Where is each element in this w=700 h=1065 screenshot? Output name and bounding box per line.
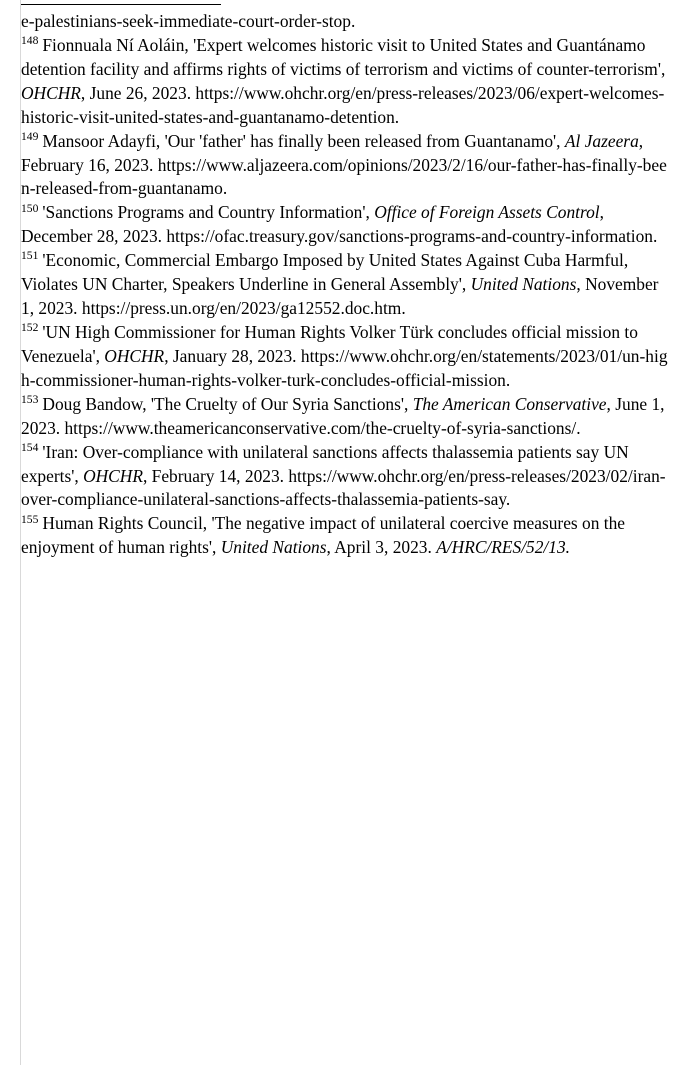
footnote-entry — [21, 321, 673, 393]
footnote-text: , February 16, 2023. — [21, 130, 644, 175]
footnote-source-title: OHCHR — [104, 345, 165, 366]
footnote-source-title: OHCHR — [83, 465, 143, 486]
footnote-text: Mansoor Adayfi, 'Our 'father' has finally been released from Guantanamo', — [42, 130, 565, 151]
footnote-marker: 155 — [21, 512, 39, 526]
footnote-text: , January 28, 2023. — [164, 345, 301, 366]
footnote-url[interactable]: https://www.theamericanconservative.com/the-cruelty-of-syria-sanctions/. — [64, 417, 581, 438]
footnote-source-title: Office of Foreign Assets Control — [374, 202, 600, 223]
footnote-source-title: A/HRC/RES/52/13. — [436, 537, 570, 558]
footnote-marker: 151 — [21, 249, 39, 263]
footnote-list — [21, 34, 673, 560]
footnotes-container — [21, 10, 673, 560]
footnote-url[interactable]: https://www.ohchr.org/en/press-releases/2023/06/expert-welcomes-historic-visit-united-states-and-guantanamo-detention. — [21, 82, 665, 127]
footnote-marker: 148 — [21, 34, 39, 48]
footnote-source-title: Al Jazeera — [564, 130, 639, 151]
footnote-url[interactable]: https://www.ohchr.org/en/statements/2023/01/un-high-commissioner-human-rights-volker-turk-concludes-official-mission. — [21, 345, 668, 390]
footnote-source-title: United Nations — [220, 537, 327, 558]
footnote-text: 'Sanctions Programs and Country Information', — [42, 202, 375, 223]
footnote-entry — [21, 393, 673, 441]
footnote-text: , June 1, 2023. — [21, 393, 665, 438]
footnote-url[interactable]: https://www.aljazeera.com/opinions/2023/2/16/our-father-has-finally-been-released-from-guantanamo. — [21, 154, 667, 199]
footnote-separator-rule — [21, 4, 221, 5]
footnote-source-title: The American Conservative — [412, 393, 607, 414]
footnote-entry — [21, 201, 673, 249]
continuation-line: e-palestinians-seek-immediate-court-order-stop. — [21, 11, 356, 31]
footnote-entry — [21, 512, 673, 560]
footnote-entry — [21, 249, 673, 321]
footnote-text: 'Iran: Over-compliance with unilateral sanctions affects thalassemia patients say UN experts', — [21, 441, 629, 486]
footnote-text: Fionnuala Ní Aoláin, 'Expert welcomes historic visit to United States and Guantánamo detention facility and affirms rights of victims of terrorism and victims of counter-terrorism', — [21, 34, 666, 79]
footnote-text: Doug Bandow, 'The Cruelty of Our Syria Sanctions', — [42, 393, 413, 414]
footnote-text: , December 28, 2023. — [21, 202, 605, 247]
footnote-marker: 152 — [21, 321, 39, 335]
footnote-url[interactable]: https://ofac.treasury.gov/sanctions-programs-and-country-information. — [166, 226, 658, 247]
footnote-marker: 150 — [21, 201, 39, 215]
footnote-text: , June 26, 2023. — [80, 82, 196, 103]
footnote-text: 'UN High Commissioner for Human Rights Volker Türk concludes official mission to Venezuela', — [21, 321, 638, 366]
footnote-source-title: OHCHR — [21, 82, 81, 103]
footnote-entry — [21, 130, 673, 202]
footnote-source-title: United Nations — [470, 274, 577, 295]
footnote-marker: 149 — [21, 129, 39, 143]
footnote-text: , April 3, 2023. — [326, 537, 437, 558]
footnote-text: 'Economic, Commercial Embargo Imposed by United States Against Cuba Harmful, Violates UN Charter, Speakers Underline in General Assembly', — [21, 250, 629, 295]
footnote-url[interactable]: https://press.un.org/en/2023/ga12552.doc.htm. — [81, 298, 406, 319]
footnote-entry — [21, 34, 673, 130]
footnote-entry — [21, 441, 673, 513]
footnote-marker: 154 — [21, 440, 39, 454]
footnote-marker: 153 — [21, 392, 39, 406]
footnote-url[interactable]: https://www.ohchr.org/en/press-releases/2023/02/iran-over-compliance-unilateral-sanctions-affects-thalassemia-patients-say. — [21, 465, 666, 510]
footnote-text: , November 1, 2023. — [21, 274, 659, 319]
footnote-text: Human Rights Council, 'The negative impact of unilateral coercive measures on the enjoyment of human rights', — [21, 513, 626, 558]
footnote-text: , February 14, 2023. — [142, 465, 289, 486]
